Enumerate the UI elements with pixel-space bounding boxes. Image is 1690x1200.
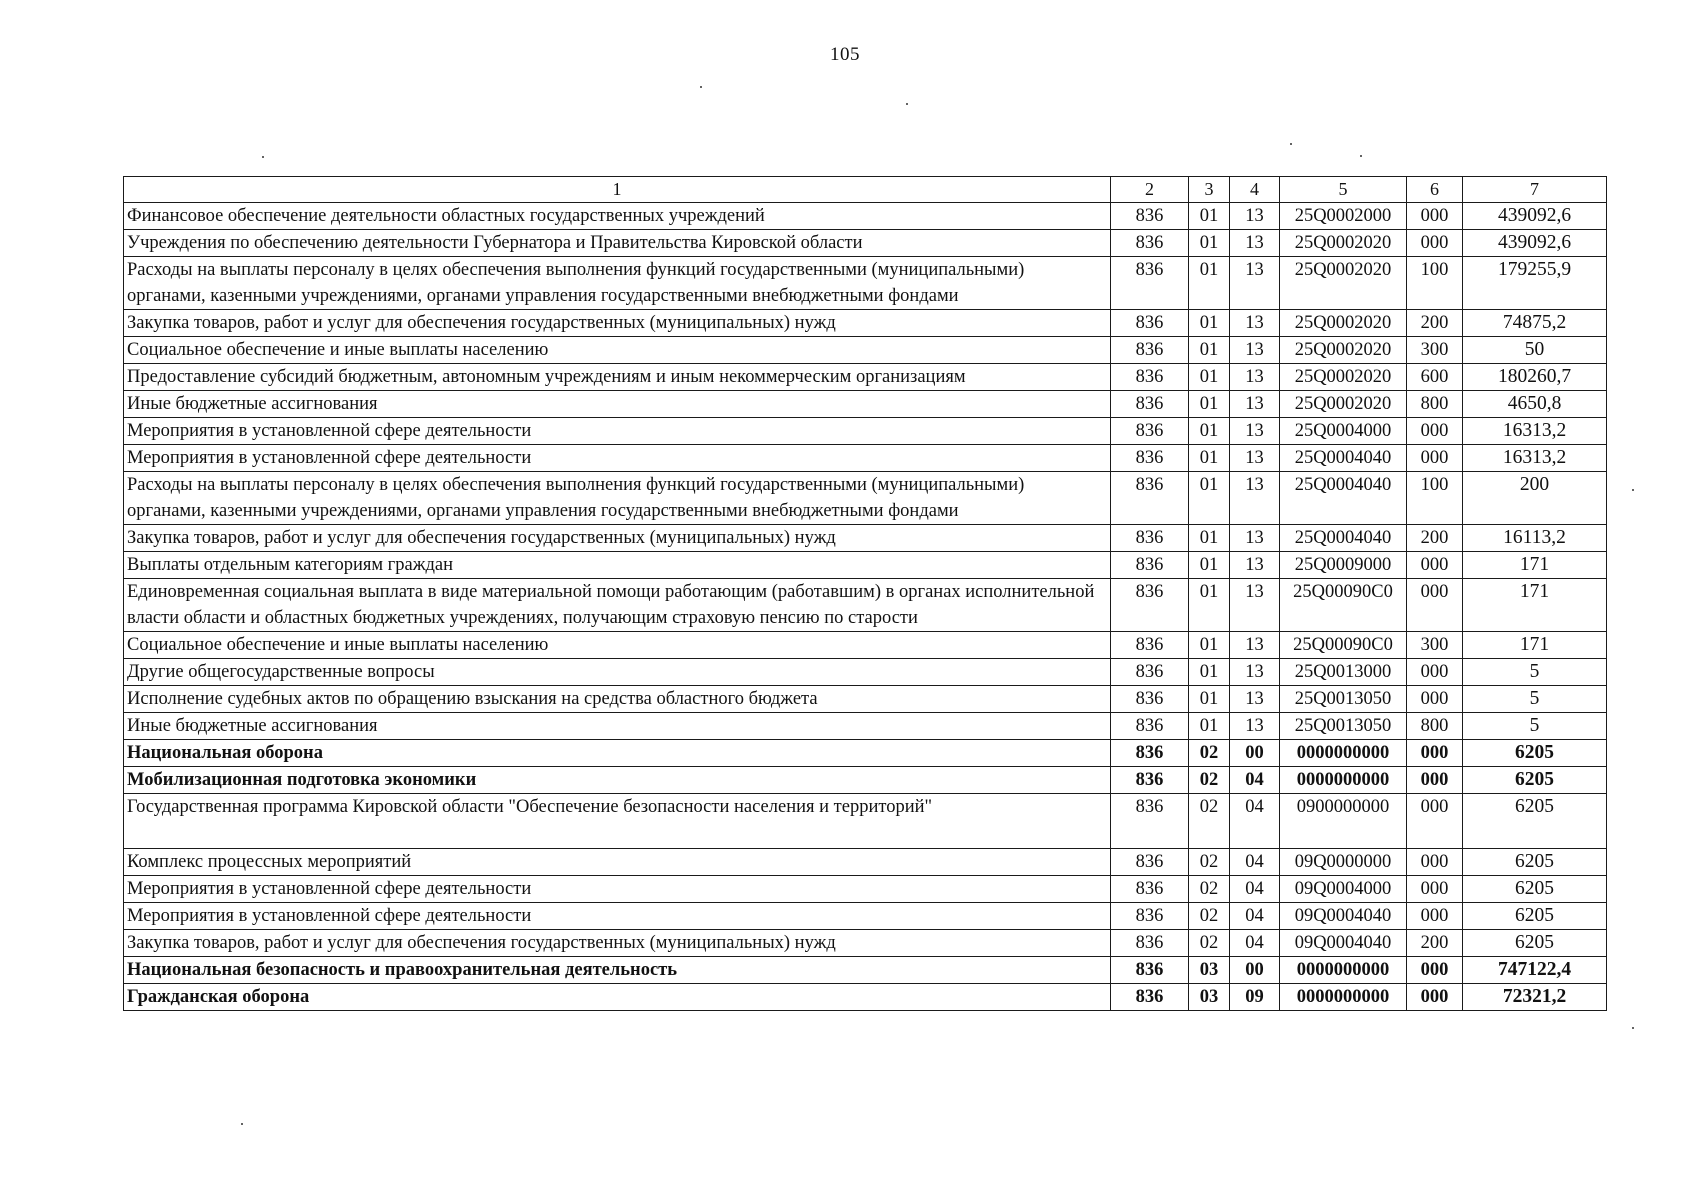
expense-type-cell: 000 — [1407, 445, 1463, 472]
section-cell: 01 — [1189, 686, 1230, 713]
subsection-cell: 13 — [1230, 713, 1280, 740]
subsection-cell: 09 — [1230, 984, 1280, 1011]
subsection-cell: 04 — [1230, 930, 1280, 957]
amount-cell: 4650,8 — [1463, 391, 1607, 418]
expense-type-cell: 100 — [1407, 472, 1463, 525]
row-name-cell: Мероприятия в установленной сфере деятельности — [124, 445, 1111, 472]
section-cell: 01 — [1189, 713, 1230, 740]
row-name-cell: Закупка товаров, работ и услуг для обеспечения государственных (муниципальных) нужд — [124, 930, 1111, 957]
table-row — [124, 876, 1607, 903]
row-name-cell: Выплаты отдельным категориям граждан — [124, 552, 1111, 579]
target-article-cell: 25Q0013050 — [1280, 713, 1407, 740]
row-name-cell: Национальная безопасность и правоохранительная деятельность — [124, 957, 1111, 984]
subsection-cell: 13 — [1230, 659, 1280, 686]
expense-type-cell: 000 — [1407, 230, 1463, 257]
row-name-cell: Комплекс процессных мероприятий — [124, 849, 1111, 876]
expense-type-cell: 800 — [1407, 713, 1463, 740]
target-article-cell: 25Q0002020 — [1280, 337, 1407, 364]
scan-speck — [1290, 143, 1292, 145]
subsection-cell: 13 — [1230, 686, 1280, 713]
row-name-cell: Финансовое обеспечение деятельности областных государственных учреждений — [124, 203, 1111, 230]
amount-cell: 74875,2 — [1463, 310, 1607, 337]
admin-code-cell: 836 — [1111, 203, 1189, 230]
subsection-cell: 13 — [1230, 472, 1280, 525]
section-cell: 01 — [1189, 337, 1230, 364]
admin-code-cell: 836 — [1111, 418, 1189, 445]
target-article-cell: 25Q0009000 — [1280, 552, 1407, 579]
admin-code-cell: 836 — [1111, 876, 1189, 903]
amount-cell: 6205 — [1463, 930, 1607, 957]
section-cell: 01 — [1189, 445, 1230, 472]
row-name-cell: Иные бюджетные ассигнования — [124, 391, 1111, 418]
admin-code-cell: 836 — [1111, 659, 1189, 686]
row-name-cell: Гражданская оборона — [124, 984, 1111, 1011]
expense-type-cell: 000 — [1407, 876, 1463, 903]
target-article-cell: 25Q00090C0 — [1280, 632, 1407, 659]
row-name-cell: Предоставление субсидий бюджетным, автономным учреждениям и иным некоммерческим организациям — [124, 364, 1111, 391]
column-header: 3 — [1189, 177, 1230, 203]
table-row — [124, 525, 1607, 552]
page-number: 105 — [830, 44, 860, 65]
amount-cell: 171 — [1463, 579, 1607, 632]
section-cell: 01 — [1189, 552, 1230, 579]
expense-type-cell: 000 — [1407, 659, 1463, 686]
section-cell: 02 — [1189, 740, 1230, 767]
admin-code-cell: 836 — [1111, 984, 1189, 1011]
admin-code-cell: 836 — [1111, 903, 1189, 930]
expense-type-cell: 300 — [1407, 337, 1463, 364]
admin-code-cell: 836 — [1111, 364, 1189, 391]
section-cell: 01 — [1189, 257, 1230, 310]
section-cell: 01 — [1189, 525, 1230, 552]
table-row — [124, 930, 1607, 957]
table-row — [124, 337, 1607, 364]
table-row — [124, 686, 1607, 713]
admin-code-cell: 836 — [1111, 310, 1189, 337]
expense-type-cell: 100 — [1407, 257, 1463, 310]
admin-code-cell: 836 — [1111, 632, 1189, 659]
subsection-cell: 13 — [1230, 203, 1280, 230]
target-article-cell: 09Q0004040 — [1280, 930, 1407, 957]
admin-code-cell: 836 — [1111, 552, 1189, 579]
column-header: 2 — [1111, 177, 1189, 203]
row-name-cell: Расходы на выплаты персоналу в целях обеспечения выполнения функций государственными (муниципальными) органами, казенными учреждениями, органами управления государственными внебюджетными фондами — [124, 472, 1111, 525]
expense-type-cell: 000 — [1407, 418, 1463, 445]
table-row — [124, 984, 1607, 1011]
section-cell: 01 — [1189, 579, 1230, 632]
expense-type-cell: 000 — [1407, 849, 1463, 876]
target-article-cell: 25Q0002020 — [1280, 310, 1407, 337]
column-header: 6 — [1407, 177, 1463, 203]
target-article-cell: 25Q0002020 — [1280, 230, 1407, 257]
target-article-cell: 25Q0002020 — [1280, 391, 1407, 418]
admin-code-cell: 836 — [1111, 337, 1189, 364]
table-row — [124, 632, 1607, 659]
expense-type-cell: 000 — [1407, 579, 1463, 632]
amount-cell: 5 — [1463, 659, 1607, 686]
admin-code-cell: 836 — [1111, 579, 1189, 632]
admin-code-cell: 836 — [1111, 713, 1189, 740]
amount-cell: 5 — [1463, 686, 1607, 713]
section-cell: 01 — [1189, 230, 1230, 257]
table-row — [124, 445, 1607, 472]
section-cell: 02 — [1189, 767, 1230, 794]
row-name-cell: Национальная оборона — [124, 740, 1111, 767]
subsection-cell: 13 — [1230, 391, 1280, 418]
amount-cell: 6205 — [1463, 767, 1607, 794]
subsection-cell: 13 — [1230, 337, 1280, 364]
section-cell: 01 — [1189, 310, 1230, 337]
subsection-cell: 13 — [1230, 257, 1280, 310]
amount-cell: 6205 — [1463, 849, 1607, 876]
table-row — [124, 391, 1607, 418]
target-article-cell: 09Q0004000 — [1280, 876, 1407, 903]
expense-type-cell: 000 — [1407, 686, 1463, 713]
amount-cell: 72321,2 — [1463, 984, 1607, 1011]
expense-type-cell: 000 — [1407, 203, 1463, 230]
admin-code-cell: 836 — [1111, 391, 1189, 418]
table-row — [124, 230, 1607, 257]
subsection-cell: 13 — [1230, 230, 1280, 257]
column-header: 7 — [1463, 177, 1607, 203]
row-name-cell: Учреждения по обеспечению деятельности Губернатора и Правительства Кировской области — [124, 230, 1111, 257]
target-article-cell: 25Q0013000 — [1280, 659, 1407, 686]
target-article-cell: 25Q00090C0 — [1280, 579, 1407, 632]
table-row — [124, 310, 1607, 337]
amount-cell: 171 — [1463, 552, 1607, 579]
row-name-cell: Закупка товаров, работ и услуг для обеспечения государственных (муниципальных) нужд — [124, 525, 1111, 552]
admin-code-cell: 836 — [1111, 957, 1189, 984]
table-row — [124, 552, 1607, 579]
target-article-cell: 0000000000 — [1280, 740, 1407, 767]
expense-type-cell: 200 — [1407, 310, 1463, 337]
table-row — [124, 472, 1607, 525]
subsection-cell: 13 — [1230, 310, 1280, 337]
subsection-cell: 00 — [1230, 740, 1280, 767]
amount-cell: 5 — [1463, 713, 1607, 740]
table-row — [124, 659, 1607, 686]
amount-cell: 439092,6 — [1463, 230, 1607, 257]
expense-type-cell: 800 — [1407, 391, 1463, 418]
table-row — [124, 713, 1607, 740]
amount-cell: 747122,4 — [1463, 957, 1607, 984]
admin-code-cell: 836 — [1111, 230, 1189, 257]
table-row — [124, 579, 1607, 632]
scan-speck — [241, 1123, 243, 1125]
admin-code-cell: 836 — [1111, 849, 1189, 876]
admin-code-cell: 836 — [1111, 472, 1189, 525]
expense-type-cell: 000 — [1407, 903, 1463, 930]
admin-code-cell: 836 — [1111, 686, 1189, 713]
row-name-cell: Мобилизационная подготовка экономики — [124, 767, 1111, 794]
subsection-cell: 04 — [1230, 903, 1280, 930]
row-name-cell: Социальное обеспечение и иные выплаты населению — [124, 337, 1111, 364]
subsection-cell: 13 — [1230, 525, 1280, 552]
amount-cell: 6205 — [1463, 903, 1607, 930]
subsection-cell: 00 — [1230, 957, 1280, 984]
target-article-cell: 25Q0004040 — [1280, 445, 1407, 472]
target-article-cell: 25Q0002020 — [1280, 364, 1407, 391]
scan-speck — [1632, 489, 1634, 491]
expense-type-cell: 000 — [1407, 957, 1463, 984]
column-header: 4 — [1230, 177, 1280, 203]
amount-cell: 180260,7 — [1463, 364, 1607, 391]
scan-speck — [906, 103, 908, 105]
section-cell: 03 — [1189, 957, 1230, 984]
target-article-cell: 09Q0000000 — [1280, 849, 1407, 876]
table-row — [124, 767, 1607, 794]
row-name-cell: Социальное обеспечение и иные выплаты населению — [124, 632, 1111, 659]
section-cell: 01 — [1189, 203, 1230, 230]
section-cell: 02 — [1189, 794, 1230, 849]
amount-cell: 6205 — [1463, 794, 1607, 849]
admin-code-cell: 836 — [1111, 740, 1189, 767]
section-cell: 01 — [1189, 364, 1230, 391]
section-cell: 01 — [1189, 472, 1230, 525]
amount-cell: 6205 — [1463, 876, 1607, 903]
target-article-cell: 0900000000 — [1280, 794, 1407, 849]
table-row — [124, 849, 1607, 876]
row-name-cell: Расходы на выплаты персоналу в целях обеспечения выполнения функций государственными (муниципальными) органами, казенными учреждениями, органами управления государственными внебюджетными фондами — [124, 257, 1111, 310]
table-row — [124, 203, 1607, 230]
budget-table — [123, 176, 1607, 1011]
header-row — [124, 177, 1607, 203]
admin-code-cell: 836 — [1111, 794, 1189, 849]
amount-cell: 16313,2 — [1463, 418, 1607, 445]
admin-code-cell: 836 — [1111, 930, 1189, 957]
expense-type-cell: 600 — [1407, 364, 1463, 391]
expense-type-cell: 200 — [1407, 930, 1463, 957]
section-cell: 01 — [1189, 418, 1230, 445]
subsection-cell: 13 — [1230, 552, 1280, 579]
target-article-cell: 09Q0004040 — [1280, 903, 1407, 930]
target-article-cell: 25Q0002000 — [1280, 203, 1407, 230]
scan-speck — [1360, 155, 1362, 157]
subsection-cell: 04 — [1230, 767, 1280, 794]
table-row — [124, 257, 1607, 310]
section-cell: 01 — [1189, 659, 1230, 686]
expense-type-cell: 000 — [1407, 794, 1463, 849]
row-name-cell: Исполнение судебных актов по обращению взыскания на средства областного бюджета — [124, 686, 1111, 713]
section-cell: 02 — [1189, 876, 1230, 903]
expense-type-cell: 300 — [1407, 632, 1463, 659]
target-article-cell: 25Q0013050 — [1280, 686, 1407, 713]
target-article-cell: 0000000000 — [1280, 984, 1407, 1011]
section-cell: 01 — [1189, 391, 1230, 418]
subsection-cell: 13 — [1230, 364, 1280, 391]
section-cell: 02 — [1189, 903, 1230, 930]
scan-speck — [1632, 1027, 1634, 1029]
target-article-cell: 25Q0004040 — [1280, 525, 1407, 552]
subsection-cell: 13 — [1230, 579, 1280, 632]
expense-type-cell: 000 — [1407, 767, 1463, 794]
row-name-cell: Другие общегосударственные вопросы — [124, 659, 1111, 686]
subsection-cell: 13 — [1230, 445, 1280, 472]
admin-code-cell: 836 — [1111, 257, 1189, 310]
column-header: 1 — [124, 177, 1111, 203]
table-row — [124, 364, 1607, 391]
admin-code-cell: 836 — [1111, 445, 1189, 472]
column-header: 5 — [1280, 177, 1407, 203]
table-row — [124, 903, 1607, 930]
amount-cell: 6205 — [1463, 740, 1607, 767]
amount-cell: 16113,2 — [1463, 525, 1607, 552]
row-name-cell: Мероприятия в установленной сфере деятельности — [124, 903, 1111, 930]
amount-cell: 16313,2 — [1463, 445, 1607, 472]
expense-type-cell: 200 — [1407, 525, 1463, 552]
row-name-cell: Единовременная социальная выплата в виде материальной помощи работающим (работавшим) в органах исполнительной власти области и областных бюджетных учреждениях, получающим страховую пенсию по старости — [124, 579, 1111, 632]
table-row — [124, 418, 1607, 445]
amount-cell: 50 — [1463, 337, 1607, 364]
target-article-cell: 0000000000 — [1280, 767, 1407, 794]
table-row — [124, 740, 1607, 767]
table-row — [124, 794, 1607, 849]
table-row — [124, 957, 1607, 984]
target-article-cell: 25Q0004000 — [1280, 418, 1407, 445]
admin-code-cell: 836 — [1111, 525, 1189, 552]
expense-type-cell: 000 — [1407, 740, 1463, 767]
subsection-cell: 04 — [1230, 794, 1280, 849]
expense-type-cell: 000 — [1407, 984, 1463, 1011]
section-cell: 01 — [1189, 632, 1230, 659]
scan-speck — [700, 86, 702, 88]
amount-cell: 439092,6 — [1463, 203, 1607, 230]
row-name-cell: Государственная программа Кировской области "Обеспечение безопасности населения и территорий" — [124, 794, 1111, 849]
target-article-cell: 25Q0004040 — [1280, 472, 1407, 525]
subsection-cell: 04 — [1230, 849, 1280, 876]
subsection-cell: 04 — [1230, 876, 1280, 903]
expense-type-cell: 000 — [1407, 552, 1463, 579]
row-name-cell: Закупка товаров, работ и услуг для обеспечения государственных (муниципальных) нужд — [124, 310, 1111, 337]
scan-speck — [262, 156, 264, 158]
section-cell: 02 — [1189, 849, 1230, 876]
target-article-cell: 0000000000 — [1280, 957, 1407, 984]
amount-cell: 200 — [1463, 472, 1607, 525]
row-name-cell: Мероприятия в установленной сфере деятельности — [124, 876, 1111, 903]
admin-code-cell: 836 — [1111, 767, 1189, 794]
row-name-cell: Иные бюджетные ассигнования — [124, 713, 1111, 740]
target-article-cell: 25Q0002020 — [1280, 257, 1407, 310]
subsection-cell: 13 — [1230, 632, 1280, 659]
section-cell: 03 — [1189, 984, 1230, 1011]
amount-cell: 179255,9 — [1463, 257, 1607, 310]
amount-cell: 171 — [1463, 632, 1607, 659]
section-cell: 02 — [1189, 930, 1230, 957]
row-name-cell: Мероприятия в установленной сфере деятельности — [124, 418, 1111, 445]
subsection-cell: 13 — [1230, 418, 1280, 445]
